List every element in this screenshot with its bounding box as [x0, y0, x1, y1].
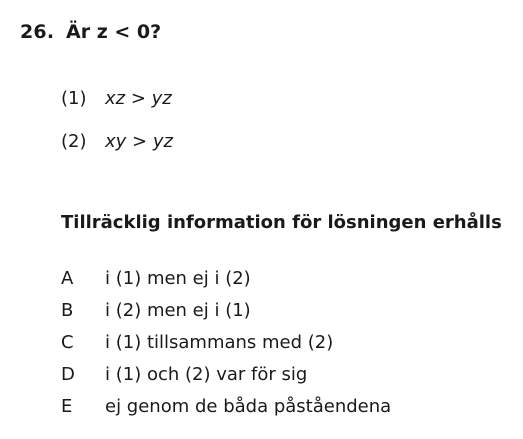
option-text: i (1) och (2) var för sig — [105, 364, 308, 385]
option-a[interactable] — [61, 268, 251, 289]
option-letter: D — [61, 364, 75, 385]
statement-1 — [61, 88, 172, 109]
option-text: i (1) tillsammans med (2) — [105, 332, 334, 353]
answer-prompt: Tillräcklig information för lösningen erhålls — [61, 212, 502, 233]
statement-lhs: xy — [105, 131, 127, 152]
question-text: Är z < 0? — [66, 21, 162, 43]
statement-label: (2) — [61, 131, 87, 152]
option-text: ej genom de båda påståendena — [105, 396, 392, 417]
statement-operator: > — [126, 131, 153, 152]
question-number: 26. — [20, 21, 55, 43]
statement-label: (1) — [61, 88, 87, 109]
option-d[interactable] — [61, 364, 307, 385]
option-text: i (1) men ej i (2) — [105, 268, 251, 289]
option-letter: B — [61, 300, 74, 321]
statement-rhs: yz — [152, 131, 173, 152]
option-letter: A — [61, 268, 74, 289]
statement-2 — [61, 131, 173, 152]
option-b[interactable] — [61, 300, 251, 321]
statement-operator: > — [125, 88, 152, 109]
statement-rhs: yz — [151, 88, 172, 109]
option-c[interactable] — [61, 332, 333, 353]
option-letter: C — [61, 332, 74, 353]
statement-lhs: xz — [105, 88, 126, 109]
option-text: i (2) men ej i (1) — [105, 300, 251, 321]
option-letter: E — [61, 396, 73, 417]
option-e[interactable] — [61, 396, 391, 417]
